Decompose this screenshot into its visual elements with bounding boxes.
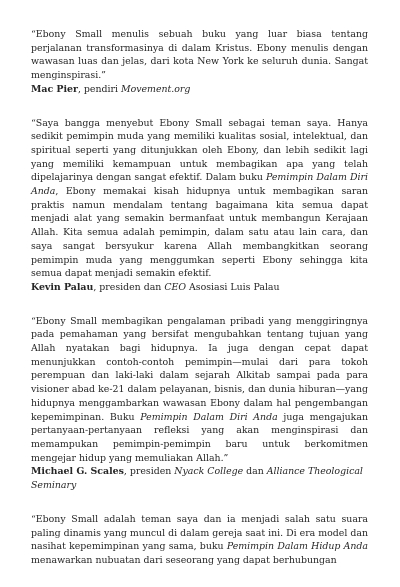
endorsement-quote: “Ebony Small menulis sebuah buku yang luar biasa tentang perjalanan transformasinya di dalam Kristus. Ebony menulis dengan wawasan luas dan jelas, dari kota New York ke seluruh dunia. Sangat menginspirasi.” bbox=[31, 29, 368, 82]
endorsement-attribution bbox=[31, 465, 368, 492]
endorsement-attribution bbox=[31, 83, 368, 97]
endorsement-1 bbox=[31, 28, 368, 97]
endorsement-quote bbox=[31, 117, 368, 281]
quote-text: “Saya bangga menyebut Ebony Small sebagai teman saya. Hanya sedikit pemimpin muda yang memiliki kualitas sosial, intelektual, dan spiritual seperti yang ditunjukkan oleh Ebony, dan lebih sedikit lagi yang memiliki kemampuan untuk membagikan apa yang telah dipelajarinya dengan sangat efektif. Dalam buku bbox=[31, 117, 368, 184]
quote-text: “Ebony Small adalah teman saya dan ia menjadi salah satu suara paling dinamis yang muncul di dalam gereja saat ini. Di era model dan nasihat kepemimpinan yang sama, buku bbox=[31, 513, 368, 553]
endorser-organization: Nyack College bbox=[174, 466, 244, 478]
endorser-role-connector: dan bbox=[243, 466, 267, 478]
endorsement-3 bbox=[31, 315, 368, 493]
quote-text: menawarkan nubuatan dari seseorang yang dapat berhubungan bbox=[31, 554, 337, 566]
endorser-name: Kevin Palau bbox=[31, 281, 94, 293]
quote-text: juga mengajukan pertanyaan-pertanyaan refleksi yang akan menginspirasi dan memampukan pemimpin-pemimpin baru untuk berkomitmen mengejar hidup yang memuliakan Allah.” bbox=[31, 411, 368, 464]
book-title: Pemimpin Dalam Hidup Anda bbox=[226, 541, 369, 553]
endorsement-quote bbox=[31, 513, 368, 568]
quote-text: , Ebony memakai kisah hidupnya untuk membagikan saran praktis namun mendalam tentang bagaimana kita semua dapat menjadi alat yang semakin bermanfaat untuk membangun Kerajaan Allah. Kita semua adalah pemimpin, dalam satu atau lain cara, dan saya sangat bersyukur karena Allah membangkitkan seorang pemimpin muda yang menggumkan seperti Ebony sehingga kita semua dapat menjadi semakin efektif. bbox=[31, 186, 368, 280]
endorser-organization: Movement.org bbox=[120, 83, 191, 95]
endorser-organization: Asosiasi Luis Palau bbox=[186, 281, 280, 293]
endorser-role: , presiden dan bbox=[93, 281, 165, 293]
endorser-title: CEO bbox=[164, 281, 187, 293]
endorsement-attribution bbox=[31, 281, 368, 295]
book-title: Pemimpin Dalam Diri Anda bbox=[140, 411, 278, 423]
book-title: Pemimpin Dalam Diri Anda bbox=[31, 172, 368, 198]
endorser-name: Mac Pier bbox=[31, 83, 78, 95]
endorsement-4 bbox=[31, 513, 368, 568]
quote-text: “Ebony Small membagikan pengalaman pribadi yang menggiringnya pada pemahaman yang bersifat mengubahkan tentang tujuan yang Allah nyatakan bagi hidupnya. Ia juga dengan cepat dapat menunjukkan contoh-contoh pemimpin—mulai dari para tokoh perempuan dan laki-laki dalam sejarah Alkitab sampai pada para visioner abad ke-21 dalam pelayanan, bisnis, dan dunia hiburan—yang hidupnya menggambarkan wawasan Ebony dalam hal pengembangan kepemimpinan. Buku bbox=[31, 315, 368, 423]
endorsement-2 bbox=[31, 117, 368, 295]
endorser-role: , presiden bbox=[123, 466, 175, 478]
endorser-role: , pendiri bbox=[77, 83, 121, 95]
endorser-organization: Alliance Theological Seminary bbox=[31, 466, 363, 492]
endorsement-quote bbox=[31, 315, 368, 466]
endorser-name: Michael G. Scales bbox=[31, 466, 124, 478]
